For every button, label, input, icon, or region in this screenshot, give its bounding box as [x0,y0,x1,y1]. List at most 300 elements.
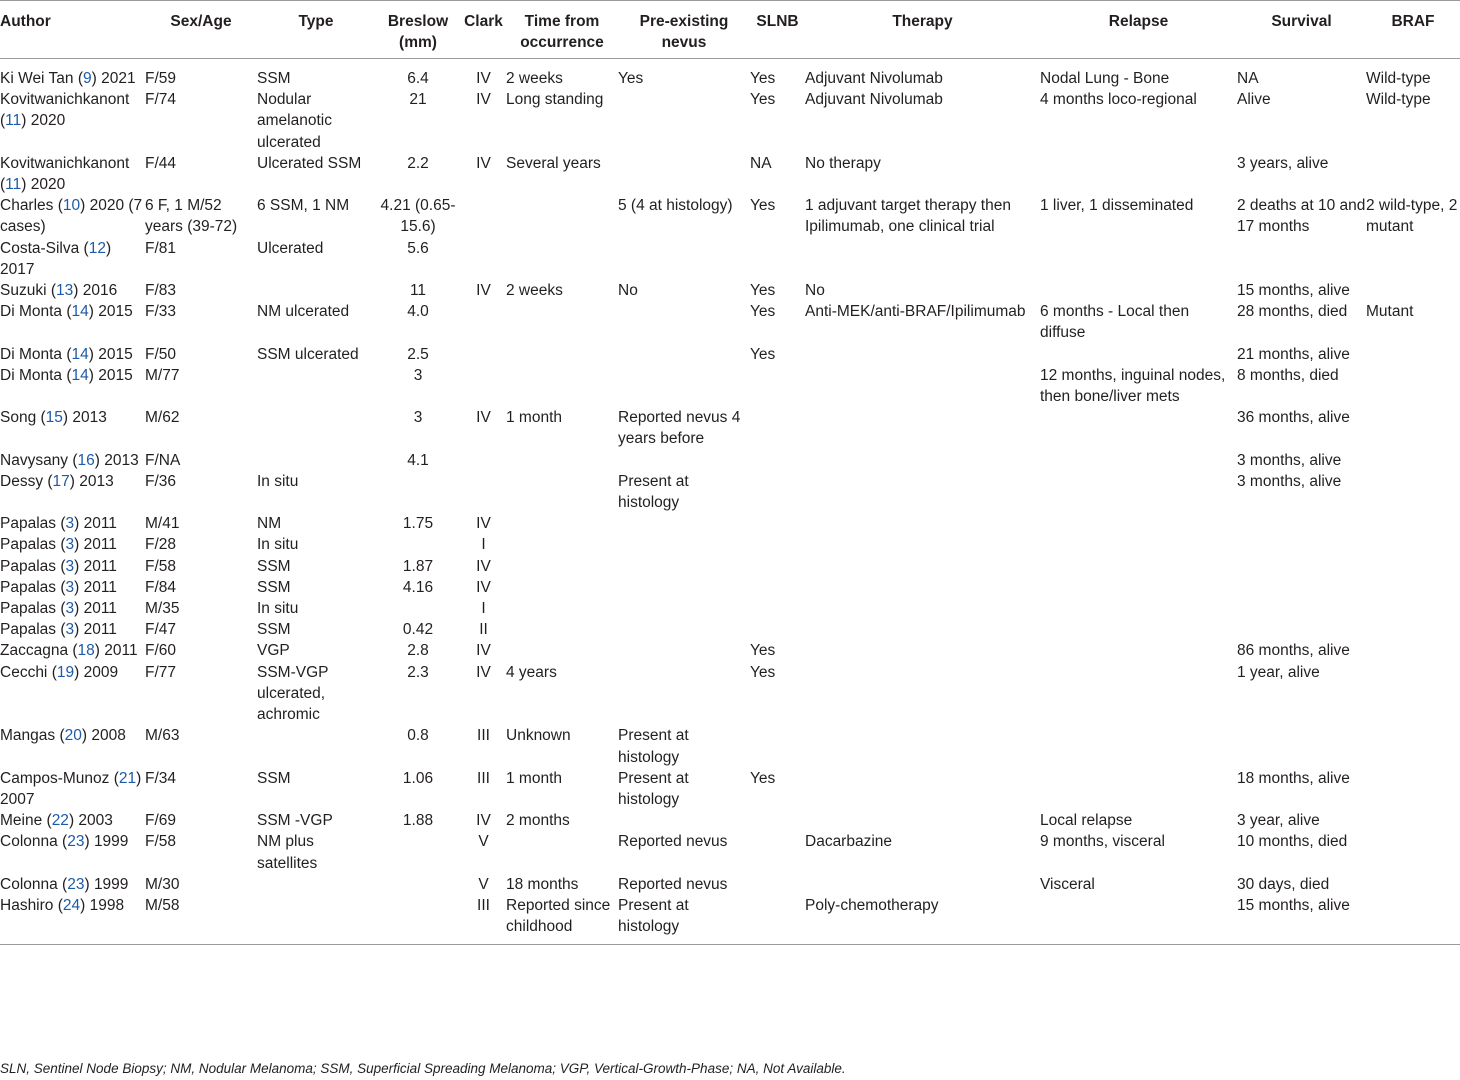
cell-clark: III [477,727,490,745]
cell-time: 2 weeks [506,70,563,87]
author-name: Papalas [0,621,57,639]
cell-therapy [805,577,1040,598]
author-year: 2015 [98,303,133,321]
cell-author: Hashiro (24) 1998 [0,895,145,945]
cell-breslow: 4.21 (0.65-15.6) [380,197,456,236]
cell-braf [1366,471,1460,513]
cell-relapse [1040,598,1237,619]
table-row [0,280,1460,301]
cell-type: NM plus satellites [257,833,318,872]
cell-breslow: 21 [409,91,427,109]
cell-type: 6 SSM, 1 NM [257,197,350,215]
cell-therapy [805,534,1040,555]
header-nevus: Pre-existing nevus [618,1,750,59]
cell-relapse [1040,534,1237,555]
reference-link[interactable]: 14 [71,345,89,363]
cell-survival [1237,556,1366,577]
reference-link[interactable]: 14 [71,366,89,384]
author-year: 2011 [104,642,138,660]
cell-author: Di Monta (14) 2015 [0,366,133,384]
cell-braf [1366,280,1460,301]
cell-breslow: 1.87 [402,557,434,575]
table-row [0,195,1460,237]
cell-therapy [805,365,1040,407]
reference-link[interactable]: 3 [65,600,75,618]
author-year: 2013 [79,472,114,490]
cell-slnb [750,471,805,513]
cell-therapy [805,725,1040,767]
cell-type: In situ [257,472,299,490]
cell-type: Nodular amelanotic ulcerated [257,91,332,151]
reference-link[interactable]: 3 [65,536,75,554]
header-clark: Clark [461,1,506,59]
cell-survival: 21 months, alive [1237,345,1350,363]
cell-breslow: 5.6 [407,239,429,257]
cell-sex-age: F/69 [145,812,177,830]
cell-slnb [750,407,805,449]
cell-sex-age: 6 F, 1 M/52 years (39-72) [145,197,238,236]
header-author: Author [0,1,145,59]
cell-clark: III [461,895,506,945]
cell-braf: Wild-type [1366,91,1431,109]
cell-author: Meine (22) 2003 [0,812,113,830]
cell-therapy [805,662,1040,726]
cell-slnb [750,874,805,895]
author-name: Suzuki [0,282,47,300]
cell-type [257,407,375,449]
reference-link[interactable]: 18 [77,642,95,660]
cell-type: NM [257,515,282,533]
cell-type: SSM-VGP ulcerated, achromic [257,663,329,724]
cell-nevus: Present at histology [618,769,689,808]
cell-therapy [805,450,1040,471]
cell-relapse: 12 months, inguinal nodes, then bone/liver mets [1040,366,1226,406]
reference-link[interactable]: 11 [5,176,22,194]
cell-type: Ulcerated [257,239,324,257]
cell-survival [1237,619,1366,640]
cell-therapy: Anti-MEK/anti-BRAF/Ipilimumab [805,303,1026,321]
cell-survival [1237,577,1366,598]
table-row [0,365,1460,407]
author-name: Di Monta [0,303,63,321]
cell-nevus [618,513,750,534]
cell-nevus [618,450,750,471]
cell-relapse [1040,640,1237,661]
cell-slnb [750,598,805,619]
cell-therapy: No [805,282,825,300]
cell-sex-age: F/77 [145,663,177,681]
reference-link[interactable]: 23 [67,875,85,893]
cell-sex-age: M/35 [145,600,180,618]
cell-author: Papalas (3) 2011 [0,515,117,533]
cell-nevus [618,556,750,577]
cell-nevus: Reported nevus [618,875,728,893]
cell-sex-age: F/47 [145,621,177,639]
cell-relapse [1040,895,1237,945]
header-type: Type [257,1,375,59]
cell-therapy [805,513,1040,534]
reference-link[interactable]: 23 [67,833,85,851]
author-name: Meine [0,812,43,830]
table-row [0,153,1460,195]
cell-clark: IV [476,663,491,681]
cell-sex-age: F/36 [145,472,177,490]
cell-survival: 8 months, died [1237,366,1339,384]
cell-braf [1366,768,1460,810]
cell-breslow: 1.75 [402,515,434,533]
cell-type: Ulcerated SSM [257,154,362,172]
reference-link[interactable]: 15 [45,409,63,427]
author-name: Ki Wei Tan [0,70,74,87]
cell-nevus [618,89,750,153]
cell-clark: IV [476,154,491,172]
cell-survival [1237,238,1366,280]
author-year: 2020 [30,176,66,194]
cell-slnb [750,534,805,555]
table-row [0,810,1460,831]
author-year: 2011 [83,578,117,596]
cell-clark: IV [476,70,491,87]
author-name: Papalas [0,578,57,596]
cell-clark: IV [476,642,491,660]
cell-nevus [618,810,750,831]
table-row [0,768,1460,810]
cell-survival: 3 months, alive [1237,472,1342,490]
reference-link[interactable]: 9 [83,70,92,87]
cell-braf [1366,344,1460,365]
cell-nevus [618,301,750,343]
reference-link[interactable]: 24 [62,896,81,914]
cell-braf [1366,365,1460,407]
table-body [0,59,1460,945]
cell-clark: IV [476,578,491,596]
cell-braf [1366,619,1460,640]
cell-breslow: 3 [413,409,423,427]
cell-time [506,301,618,343]
table-row [0,513,1460,534]
cell-braf [1366,513,1460,534]
cell-author: Papalas (3) 2011 [0,578,117,596]
cell-type: SSM [257,769,291,787]
reference-link[interactable]: 3 [65,557,75,575]
cell-time: 1 month [506,409,563,427]
cell-type: NM ulcerated [257,303,350,321]
cell-survival: Alive [1237,91,1271,109]
table-row [0,534,1460,555]
author-year: 2015 [98,345,133,363]
cell-survival: 15 months, alive [1237,282,1350,300]
cell-sex-age: F/59 [145,70,177,87]
reference-link[interactable]: 21 [118,769,137,787]
cell-breslow: 1.06 [402,769,434,787]
cell-slnb: Yes [750,282,776,300]
cell-relapse: Nodal Lung - Bone [1040,70,1170,87]
cell-time [506,195,618,237]
cell-author: Navysany (16) 2013 [0,451,139,469]
author-name: Colonna [0,833,58,851]
table-row [0,895,1460,945]
cell-relapse [1040,577,1237,598]
cell-nevus [618,640,750,661]
cell-breslow: 2.2 [407,154,429,172]
cell-therapy: 1 adjuvant target therapy then Ipilimumab, one clinical trial [805,197,1011,236]
cell-braf: 2 wild-type, 2 mutant [1366,197,1458,236]
author-year: 2015 [98,366,133,384]
table-row [0,344,1460,365]
cell-nevus [618,238,750,280]
cell-survival: 3 year, alive [1237,812,1320,830]
cell-slnb [750,513,805,534]
cell-relapse: 4 months loco-regional [1040,91,1197,109]
cell-clark: IV [476,812,491,830]
reference-link[interactable]: 16 [77,451,95,469]
cell-type: In situ [257,600,299,618]
cell-time: 2 months [506,812,570,830]
cell-relapse [1040,153,1237,195]
reference-link[interactable]: 22 [51,812,69,830]
cell-survival: 28 months, died [1237,303,1348,321]
reference-link[interactable]: 20 [64,727,82,745]
cell-sex-age: F/58 [145,833,177,851]
author-name: Kovitwanichkanont [0,154,130,172]
cell-relapse: 9 months, visceral [1040,833,1165,851]
cell-sex-age: F/58 [145,557,177,575]
table-row [0,831,1460,873]
author-year: 1999 [93,833,129,851]
author-name: Zaccagna [0,642,69,660]
cell-braf: Mutant [1366,303,1414,321]
cell-relapse [1040,407,1237,449]
table-row [0,556,1460,577]
cell-clark: IV [476,91,491,109]
author-year: 2021 [101,70,136,87]
cell-nevus [618,619,750,640]
author-name: Campos-Munoz [0,769,110,787]
table-row [0,450,1460,471]
cell-author: Dessy (17) 2013 [0,472,114,490]
cell-time [506,598,618,619]
reference-link[interactable]: 3 [65,578,75,596]
cell-type: VGP [257,642,290,660]
reference-link[interactable]: 10 [62,197,81,215]
cell-breslow: 1.88 [402,812,434,830]
cell-author: Suzuki (13) 2016 [0,282,118,300]
reference-link[interactable]: 17 [52,472,70,490]
cell-author: Papalas (3) 2011 [0,557,117,575]
cell-author: Ki Wei Tan (9) 2021 [0,70,136,87]
cell-type [257,895,375,945]
author-name: Di Monta [0,345,63,363]
author-name: Charles [0,197,54,215]
cell-time [506,534,618,555]
table-row [0,471,1460,513]
cell-survival: 15 months, alive [1237,895,1366,945]
cell-braf [1366,450,1460,471]
cell-nevus [618,662,750,726]
author-year: 2011 [83,557,117,575]
cell-therapy [805,344,1040,365]
cell-clark: IV [476,515,491,533]
cell-clark: I [481,600,486,618]
table-row [0,407,1460,449]
cell-relapse [1040,450,1237,471]
cell-survival: 1 year, alive [1237,663,1320,681]
cell-therapy [805,407,1040,449]
cell-type: SSM -VGP [257,812,333,830]
author-year: 2011 [83,536,117,554]
author-name: Costa-Silva [0,239,80,257]
cell-time [506,556,618,577]
cell-sex-age: M/77 [145,366,180,384]
cell-type: SSM [257,621,291,639]
cell-sex-age: M/62 [145,409,180,427]
cell-slnb [750,238,805,280]
reference-link[interactable]: 19 [56,663,75,681]
cell-clark [461,344,506,365]
author-name: Hashiro [0,896,54,914]
cell-braf [1366,662,1460,726]
cell-relapse [1040,513,1237,534]
cell-time: Reported since childhood [506,895,618,945]
reference-link[interactable]: 11 [5,112,22,130]
cell-sex-age: F/44 [145,154,177,172]
cell-type [257,450,375,471]
cell-type: SSM ulcerated [257,345,359,363]
cell-survival: 36 months, alive [1237,409,1350,427]
author-year: 2016 [82,282,118,300]
cell-nevus: Yes [618,70,644,87]
cell-breslow [375,831,461,873]
cell-relapse [1040,471,1237,513]
cell-therapy: Adjuvant Nivolumab [805,70,943,87]
cell-nevus: Present at histology [618,895,750,945]
cell-breslow [375,534,461,555]
cell-braf [1366,534,1460,555]
cell-sex-age: M/30 [145,875,180,893]
cell-slnb [750,450,805,471]
reference-link[interactable]: 13 [56,282,74,300]
cell-time [506,471,618,513]
cell-braf [1366,874,1460,895]
cell-slnb [750,895,805,945]
cell-breslow: 4.1 [407,451,429,469]
author-year: 2011 [83,621,117,639]
table-row [0,577,1460,598]
header-braf: BRAF [1366,1,1460,59]
cell-author: Papalas (3) 2011 [0,536,117,554]
cell-survival [1237,725,1366,767]
author-year: 2020 [30,112,66,130]
reference-link[interactable]: 3 [65,621,75,639]
cell-sex-age: F/84 [145,578,177,596]
cell-survival: 3 years, alive [1237,154,1329,172]
table-row [0,301,1460,343]
cell-nevus: Reported nevus [618,833,728,851]
cell-slnb: Yes [750,91,776,109]
cell-time [506,450,618,471]
cell-survival: 30 days, died [1237,875,1330,893]
header-row [0,1,1460,59]
cell-clark: IV [476,409,491,427]
cell-type [257,365,375,407]
cell-author: Charles (10) 2020 (7 cases) [0,197,143,236]
reference-link[interactable]: 14 [71,303,89,321]
cell-relapse [1040,768,1237,810]
header-sex-age: Sex/Age [145,1,257,59]
cell-nevus: 5 (4 at histology) [618,197,733,215]
cell-nevus [618,577,750,598]
cell-survival: 18 months, alive [1237,769,1350,787]
author-year: 2007 [0,790,35,808]
table-row [0,238,1460,280]
table-row [0,598,1460,619]
cell-author: Mangas (20) 2008 [0,727,126,745]
cell-author: Colonna (23) 1999 [0,875,129,893]
cell-therapy [805,471,1040,513]
author-year: 2020 (7 cases) [0,197,143,236]
reference-link[interactable]: 12 [88,239,106,257]
cell-relapse [1040,662,1237,726]
cell-slnb: Yes [750,70,776,87]
cell-slnb: Yes [750,663,776,681]
cell-relapse [1040,280,1237,301]
cell-slnb [750,365,805,407]
cell-nevus: No [618,282,638,300]
cell-breslow: 6.4 [407,70,429,87]
cell-breslow [375,874,461,895]
reference-link[interactable]: 3 [65,515,75,533]
cell-clark [461,365,506,407]
cell-braf [1366,598,1460,619]
cell-clark [461,471,506,513]
cell-author: Papalas (3) 2011 [0,621,117,639]
cell-relapse [1040,556,1237,577]
cell-survival: 86 months, alive [1237,642,1350,660]
header-time: Time from occurrence [506,1,618,59]
cell-slnb: Yes [750,345,776,363]
cell-braf [1366,895,1460,945]
table-row [0,874,1460,895]
author-year: 2011 [83,600,117,618]
cell-time [506,831,618,873]
cell-clark: II [479,621,488,639]
cell-braf [1366,556,1460,577]
cell-clark: I [481,536,486,554]
table-row [0,59,1460,90]
cell-braf [1366,407,1460,449]
author-year: 2008 [91,727,126,745]
cell-survival [1237,598,1366,619]
cell-survival: 10 months, died [1237,833,1348,851]
author-name: Mangas [0,727,56,745]
cell-time: 4 years [506,663,557,681]
cell-time: Unknown [506,727,571,745]
cell-author: Song (15) 2013 [0,409,107,427]
table-row [0,662,1460,726]
cell-type: SSM [257,578,291,596]
author-name: Papalas [0,600,57,618]
cell-braf [1366,725,1460,767]
cell-therapy [805,640,1040,661]
cell-author: Papalas (3) 2011 [0,600,117,618]
cell-time [506,238,618,280]
cell-time: Several years [506,154,601,172]
cell-author: Zaccagna (18) 2011 [0,642,138,660]
cell-nevus [618,598,750,619]
cell-time [506,344,618,365]
cell-breslow [375,895,461,945]
cell-breslow: 3 [413,366,423,384]
